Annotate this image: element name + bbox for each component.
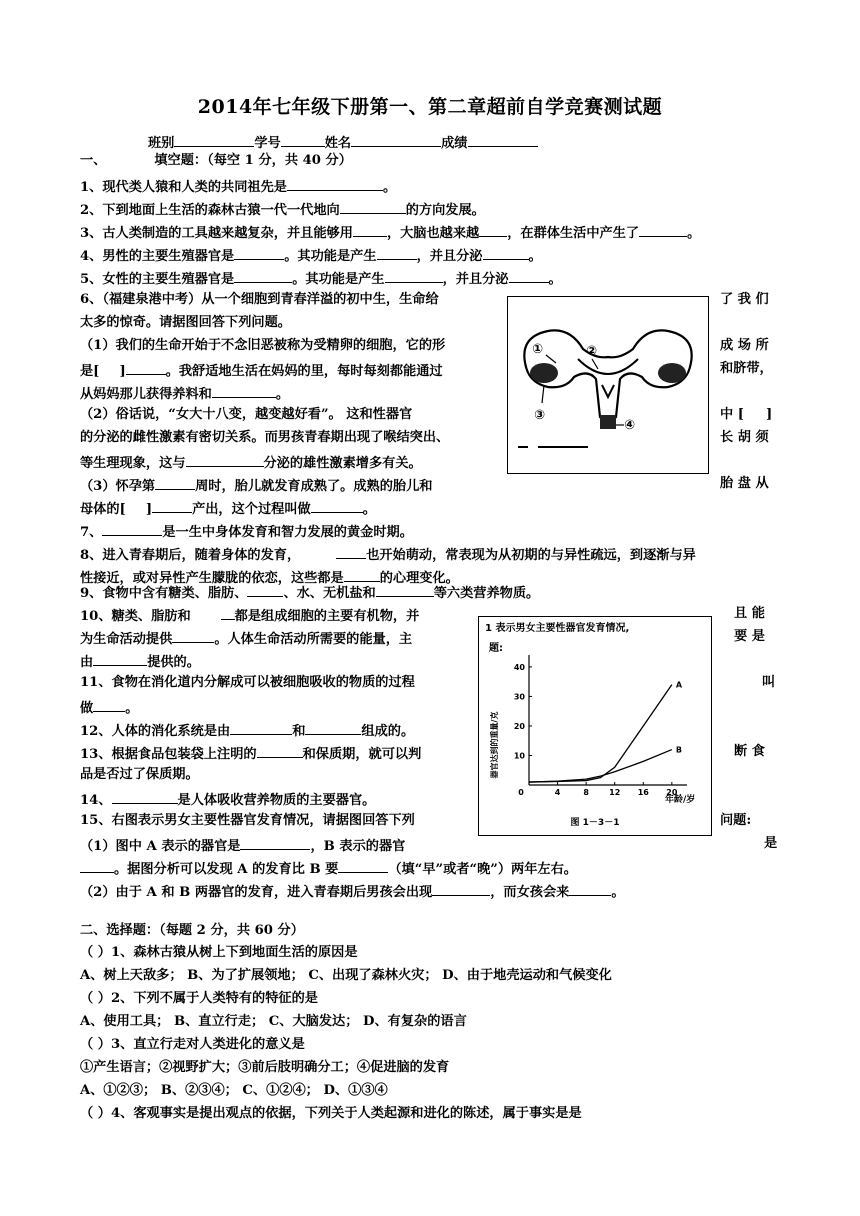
chart-title: 1 表示男女主要性器官发育情况, (485, 623, 630, 634)
series-label-b: B (675, 745, 682, 755)
q10-text-f: 提供的。 (147, 655, 200, 670)
name-blank[interactable] (351, 132, 441, 147)
q10-text-d: 。人体生命活动所需要的能量，主 (214, 632, 413, 647)
q5-blank-1[interactable] (234, 268, 292, 283)
x-tick-label: 12 (609, 788, 621, 797)
q12-line (80, 720, 414, 741)
q6-line-4 (80, 360, 443, 381)
q6-right-1: 了 我 们 (720, 292, 769, 307)
exam-title: 2014年七年级下册第一、第二章超前自学竞赛测试题 (197, 96, 663, 118)
q2-blank[interactable] (340, 199, 406, 214)
q6-blank-4[interactable] (155, 475, 195, 490)
q11-right: 叫 (762, 675, 776, 690)
section1-heading (80, 152, 352, 170)
q7-blank[interactable] (102, 521, 162, 536)
q15-blank-3[interactable] (338, 858, 388, 873)
class-blank[interactable] (174, 132, 254, 147)
q1-blank[interactable] (287, 176, 383, 191)
score-blank[interactable] (468, 132, 538, 147)
q10-text-c: 为生命活动提供 (80, 632, 173, 647)
q6-right-3: 成 场 所 (720, 338, 769, 353)
q6-line-3: （1）我们的生命开始于不念旧恶被称为受精卵的细胞，它的形 (80, 338, 446, 353)
q10-text-e: 由 (80, 655, 94, 670)
q5-line (80, 268, 562, 289)
q3-blank-1[interactable] (353, 222, 387, 237)
q5-text-c: ，并且分泌 (442, 272, 509, 287)
q3-blank-2[interactable] (479, 222, 507, 237)
q4-text-c: ，并且分泌 (416, 249, 483, 264)
q6-l10-b: ] (145, 502, 153, 517)
q6-right-4: 和脐带， (720, 361, 773, 376)
q6-l4-c: 。我舒适地生活在妈妈的里，每时每刻都能通过 (165, 364, 443, 379)
q9-text-a: 9、食物中含有糖类、脂肪、 (80, 586, 248, 601)
s2-q1: （ ）1、森林古猿从树上下到地面生活的原因是 (80, 945, 358, 960)
q13-text-b: 和保质期，就可以判 (302, 747, 422, 762)
q2-line (80, 199, 485, 220)
diagram-label-2: ② (586, 344, 598, 359)
q13-text-a: 13、根据食品包装袋上注明的 (80, 747, 257, 762)
chart-ylabel: 器官达到的重量/克 (490, 711, 499, 779)
q4-text-b: 。其功能是产生 (284, 249, 377, 264)
q3-text-b: ，大脑也越来越 (386, 226, 480, 241)
right-ovary-shape (658, 363, 686, 383)
organ-growth-chart (478, 616, 712, 836)
q8-line-1 (80, 544, 696, 565)
q13-line-2: 品是否过了保质期。 (80, 767, 199, 782)
q9-text-b: 、水、无机盐和 (283, 586, 376, 601)
id-blank[interactable] (281, 132, 325, 147)
q10-line-1 (80, 605, 419, 626)
q6-line-10 (80, 498, 376, 519)
q6-l10-d: 。 (362, 502, 376, 517)
q8-blank-1[interactable] (336, 544, 366, 559)
y-tick-label: 40 (513, 662, 525, 672)
q6-line-6: （2）俗话说，“女大十八变，越变越好看”。 这和性器官 (80, 407, 413, 422)
q15-blank-5[interactable] (569, 881, 611, 896)
q1-end: 。 (383, 180, 397, 195)
q6-l9-b: 周时，胎儿就发育成熟了。成熟的胎儿和 (195, 479, 433, 494)
cervix-shape (602, 385, 614, 397)
q5-text-d: 。 (548, 272, 562, 287)
q15-blank-4[interactable] (432, 881, 490, 896)
q15-blank-1[interactable] (240, 835, 310, 850)
s2-q1-options[interactable]: A、树上天敌多； B、为了扩展领地； C、出现了森林火灾； D、由于地壳运动和气候变化 (80, 968, 612, 983)
q15-right-1: 问题: (720, 813, 752, 828)
q15-blank-2[interactable] (80, 858, 114, 873)
q15-line-4 (80, 881, 625, 902)
section1-number: 一、 (80, 153, 107, 168)
q12-text-c: 组成的。 (361, 724, 415, 739)
section2-heading: 二、选择题：（每题 2 分，共 60 分） (80, 923, 304, 938)
q15-line-3 (80, 858, 577, 879)
q9-blank-2[interactable] (376, 582, 434, 597)
q2-text-b: 的方向发展。 (405, 203, 485, 218)
q14-text-a: 14、 (80, 793, 112, 808)
y-tick-label: 30 (513, 692, 525, 702)
q6-r6-a: 中 [ (720, 407, 745, 422)
q15-text-g: ，而女孩会来 (490, 885, 570, 900)
q5-blank-2[interactable] (385, 268, 443, 283)
q6-l4-a: 是[ (80, 364, 100, 379)
q15-text-d: 。据图分析可以发现 A 的发育比 B 要 (114, 862, 339, 877)
q7-text-a: 7、 (80, 525, 103, 540)
x-tick-label: 20 (666, 788, 678, 797)
q13-blank[interactable] (257, 743, 303, 758)
q6-line-9 (80, 475, 433, 496)
q15-text-e: （填“早”或者“晚”）两年左右。 (388, 862, 577, 877)
chart-caption: 图 1－3－1 (570, 818, 620, 828)
q7-text-b: 是一生中身体发育和智力发展的黄金时期。 (162, 525, 413, 540)
q8-text-b: 也开始萌动，常表现为从初期的与异性疏远，到逐渐与异 (366, 548, 696, 563)
q8-text-a: 8、进入青春期后，随着身体的发育， (80, 548, 301, 563)
class-label: 班别 (148, 136, 175, 151)
s2-q2-options[interactable]: A、使用工具； B、直立行走； C、大脑发达； D、有复杂的语言 (80, 1014, 467, 1029)
q10-text-a: 10、糖类、脂肪和 (80, 609, 191, 624)
q1-line (80, 176, 396, 197)
q7-line (80, 521, 413, 542)
q14-text-b: 是人体吸收营养物质的主要器官。 (177, 793, 376, 808)
q2-text-a: 2、下到地面上生活的森林古猿一代一代地向 (80, 203, 340, 218)
y-tick-label: 10 (513, 751, 525, 761)
q12-text-a: 12、人体的消化系统是由 (80, 724, 231, 739)
q10-blank-3[interactable] (93, 651, 147, 666)
diagram-label-4: ④ (624, 418, 636, 433)
leader-3 (542, 385, 544, 403)
q1-text: 1、现代类人猿和人类的共同祖先是 (80, 180, 287, 195)
q15-line-2 (80, 835, 405, 856)
q15-text-b: （1）图中 A 表示的器官是 (80, 839, 241, 854)
q6-blank-5[interactable] (152, 498, 192, 513)
q12-blank-1[interactable] (230, 720, 292, 735)
q9-line (80, 582, 539, 603)
q6-l10-c: 产出，这个过程叫做 (192, 502, 311, 517)
series-line-a (529, 685, 672, 782)
q10-blank-1[interactable] (221, 605, 235, 620)
header-fields (148, 132, 538, 153)
x-tick-label: 16 (637, 788, 649, 797)
diagram-svg (508, 297, 708, 473)
q15-text-c: ，B 表示的器官 (310, 839, 406, 854)
q6-right-9: 胎 盘 从 (720, 476, 769, 491)
name-label: 姓名 (324, 136, 352, 151)
q5-blank-3[interactable] (509, 268, 549, 283)
q6-l9-a: （3）怀孕第 (80, 479, 156, 494)
q10-line-2 (80, 628, 412, 649)
uterus-inner (578, 359, 638, 374)
q6-line-1: 6、（福建泉港中考）从一个细胞到青春洋溢的初中生，生命给 (80, 292, 439, 307)
q6-l5-b: 。 (275, 387, 290, 402)
q3-text-a: 3、古人类制造的工具越来越复杂，并且能够用 (80, 226, 353, 241)
q8-text-c: 性接近，或对异性产生朦胧的依恋，这些都是 (80, 571, 344, 586)
q6-r6-b: ] (766, 407, 773, 422)
series-label-a: A (675, 680, 683, 690)
q11-text-c: 。 (125, 701, 139, 716)
q9-blank-1[interactable] (247, 582, 283, 597)
q15-line-1: 15、右图表示男女主要性器官发育情况，请据图回答下列 (80, 813, 415, 828)
id-label: 学号 (254, 136, 281, 151)
x-tick-label: 0 (518, 788, 524, 797)
q4-blank-2[interactable] (377, 245, 417, 260)
x-tick-label: 4 (554, 788, 561, 797)
q12-blank-2[interactable] (305, 720, 361, 735)
q10-blank-2[interactable] (172, 628, 214, 643)
q11-line-1: 11、食物在消化道内分解成可以被细胞吸收的物质的过程 (80, 675, 415, 690)
leader-2 (592, 359, 598, 369)
q6-l4-b: ] (119, 364, 126, 379)
q3-blank-3[interactable] (639, 222, 687, 237)
q6-blank-2[interactable] (212, 383, 276, 398)
chart-svg (479, 617, 711, 835)
q3-text-c: ，在群体生活中产生了 (507, 226, 640, 241)
leader-1 (546, 355, 556, 363)
q5-text-a: 5、女性的主要生殖器官是 (80, 272, 235, 287)
q6-line-5 (80, 383, 289, 404)
q6-right-7: 长 胡 须 (720, 430, 769, 445)
q8-text-d: 的心理变化。 (379, 571, 459, 586)
female-reproductive-diagram (507, 296, 709, 474)
q15-text-h: 。 (611, 885, 625, 900)
q14-blank[interactable] (112, 789, 178, 804)
q13-line-1 (80, 743, 421, 764)
s2-q4: （ ）4、客观事实是提出观点的依据，下列关于人类起源和进化的陈述，属于事实是是 (80, 1106, 582, 1121)
diagram-label-3: ③ (534, 408, 546, 423)
s2-q3: （ ）3、直立行走对人类进化的意义是 (80, 1037, 305, 1052)
x-tick-label: 8 (583, 788, 589, 797)
s2-q2: （ ）2、下列不属于人类特有的特征的是 (80, 991, 318, 1006)
q11-text-b: 做 (80, 701, 94, 716)
diagram-label-1: ① (532, 342, 544, 357)
q11-blank[interactable] (93, 697, 125, 712)
s2-q3-options[interactable]: A、①②③； B、②③④； C、①②④； D、①③④ (80, 1083, 388, 1098)
q6-l5-a: 从妈妈那儿获得养料和 (80, 387, 212, 402)
section1-title: 填空题：（每空 1 分，共 40 分） (154, 153, 352, 168)
q14-line (80, 789, 375, 810)
q6-right-6 (720, 406, 772, 424)
q8-blank-2[interactable] (344, 567, 380, 582)
q4-text-a: 4、男性的主要生殖器官是 (80, 249, 235, 264)
q6-l10-a: 母体的[ (80, 502, 126, 517)
q4-blank-3[interactable] (483, 245, 529, 260)
q10-text-b: 都是组成细胞的主要有机物，并 (234, 609, 420, 624)
q11-line-2 (80, 697, 138, 718)
chart-plot-layer (514, 655, 687, 797)
chart-title-2: 题: (489, 643, 503, 654)
q6-blank-3[interactable] (186, 452, 264, 467)
s2-q3-desc: ①产生语言；②视野扩大；③前后肢明确分工；④促进脑的发育 (80, 1060, 450, 1075)
q9-text-c: 等六类营养物质。 (433, 586, 540, 601)
q10-line-3 (80, 651, 200, 672)
q10-right-2: 要 是 (734, 629, 765, 644)
score-label: 成绩 (441, 136, 468, 151)
q6-l8-b: 分泌的雄性激素增多有关。 (263, 456, 422, 471)
q6-line-2: 太多的惊奇。请据图回答下列问题。 (80, 315, 291, 330)
q3-line (80, 222, 700, 243)
q4-line (80, 245, 542, 266)
q12-text-b: 和 (292, 724, 306, 739)
q15-right-2: 是 (764, 836, 778, 851)
q3-text-d: 。 (687, 226, 701, 241)
q6-line-7: 的分泌的雌性激素有密切关系。而男孩青春期出现了喉结突出、 (80, 430, 450, 445)
y-tick-label: 20 (513, 721, 525, 731)
q5-text-b: 。其功能是产生 (292, 272, 385, 287)
q13-right: 断 食 (734, 744, 765, 759)
q4-text-d: 。 (528, 249, 542, 264)
vagina-shape (600, 415, 616, 429)
q4-blank-1[interactable] (234, 245, 284, 260)
q10-right-1: 且 能 (734, 606, 765, 621)
q6-line-8 (80, 452, 422, 473)
q15-text-f: （2）由于 A 和 B 两器官的发育，进入青春期后男孩会出现 (80, 885, 433, 900)
q6-blank-6[interactable] (311, 498, 363, 513)
left-ovary-shape (530, 363, 558, 383)
q6-l8-a: 等生理现象，这与 (80, 456, 186, 471)
chart-xlabel: 年龄/岁 (665, 795, 696, 805)
q6-blank-1[interactable] (126, 360, 166, 375)
